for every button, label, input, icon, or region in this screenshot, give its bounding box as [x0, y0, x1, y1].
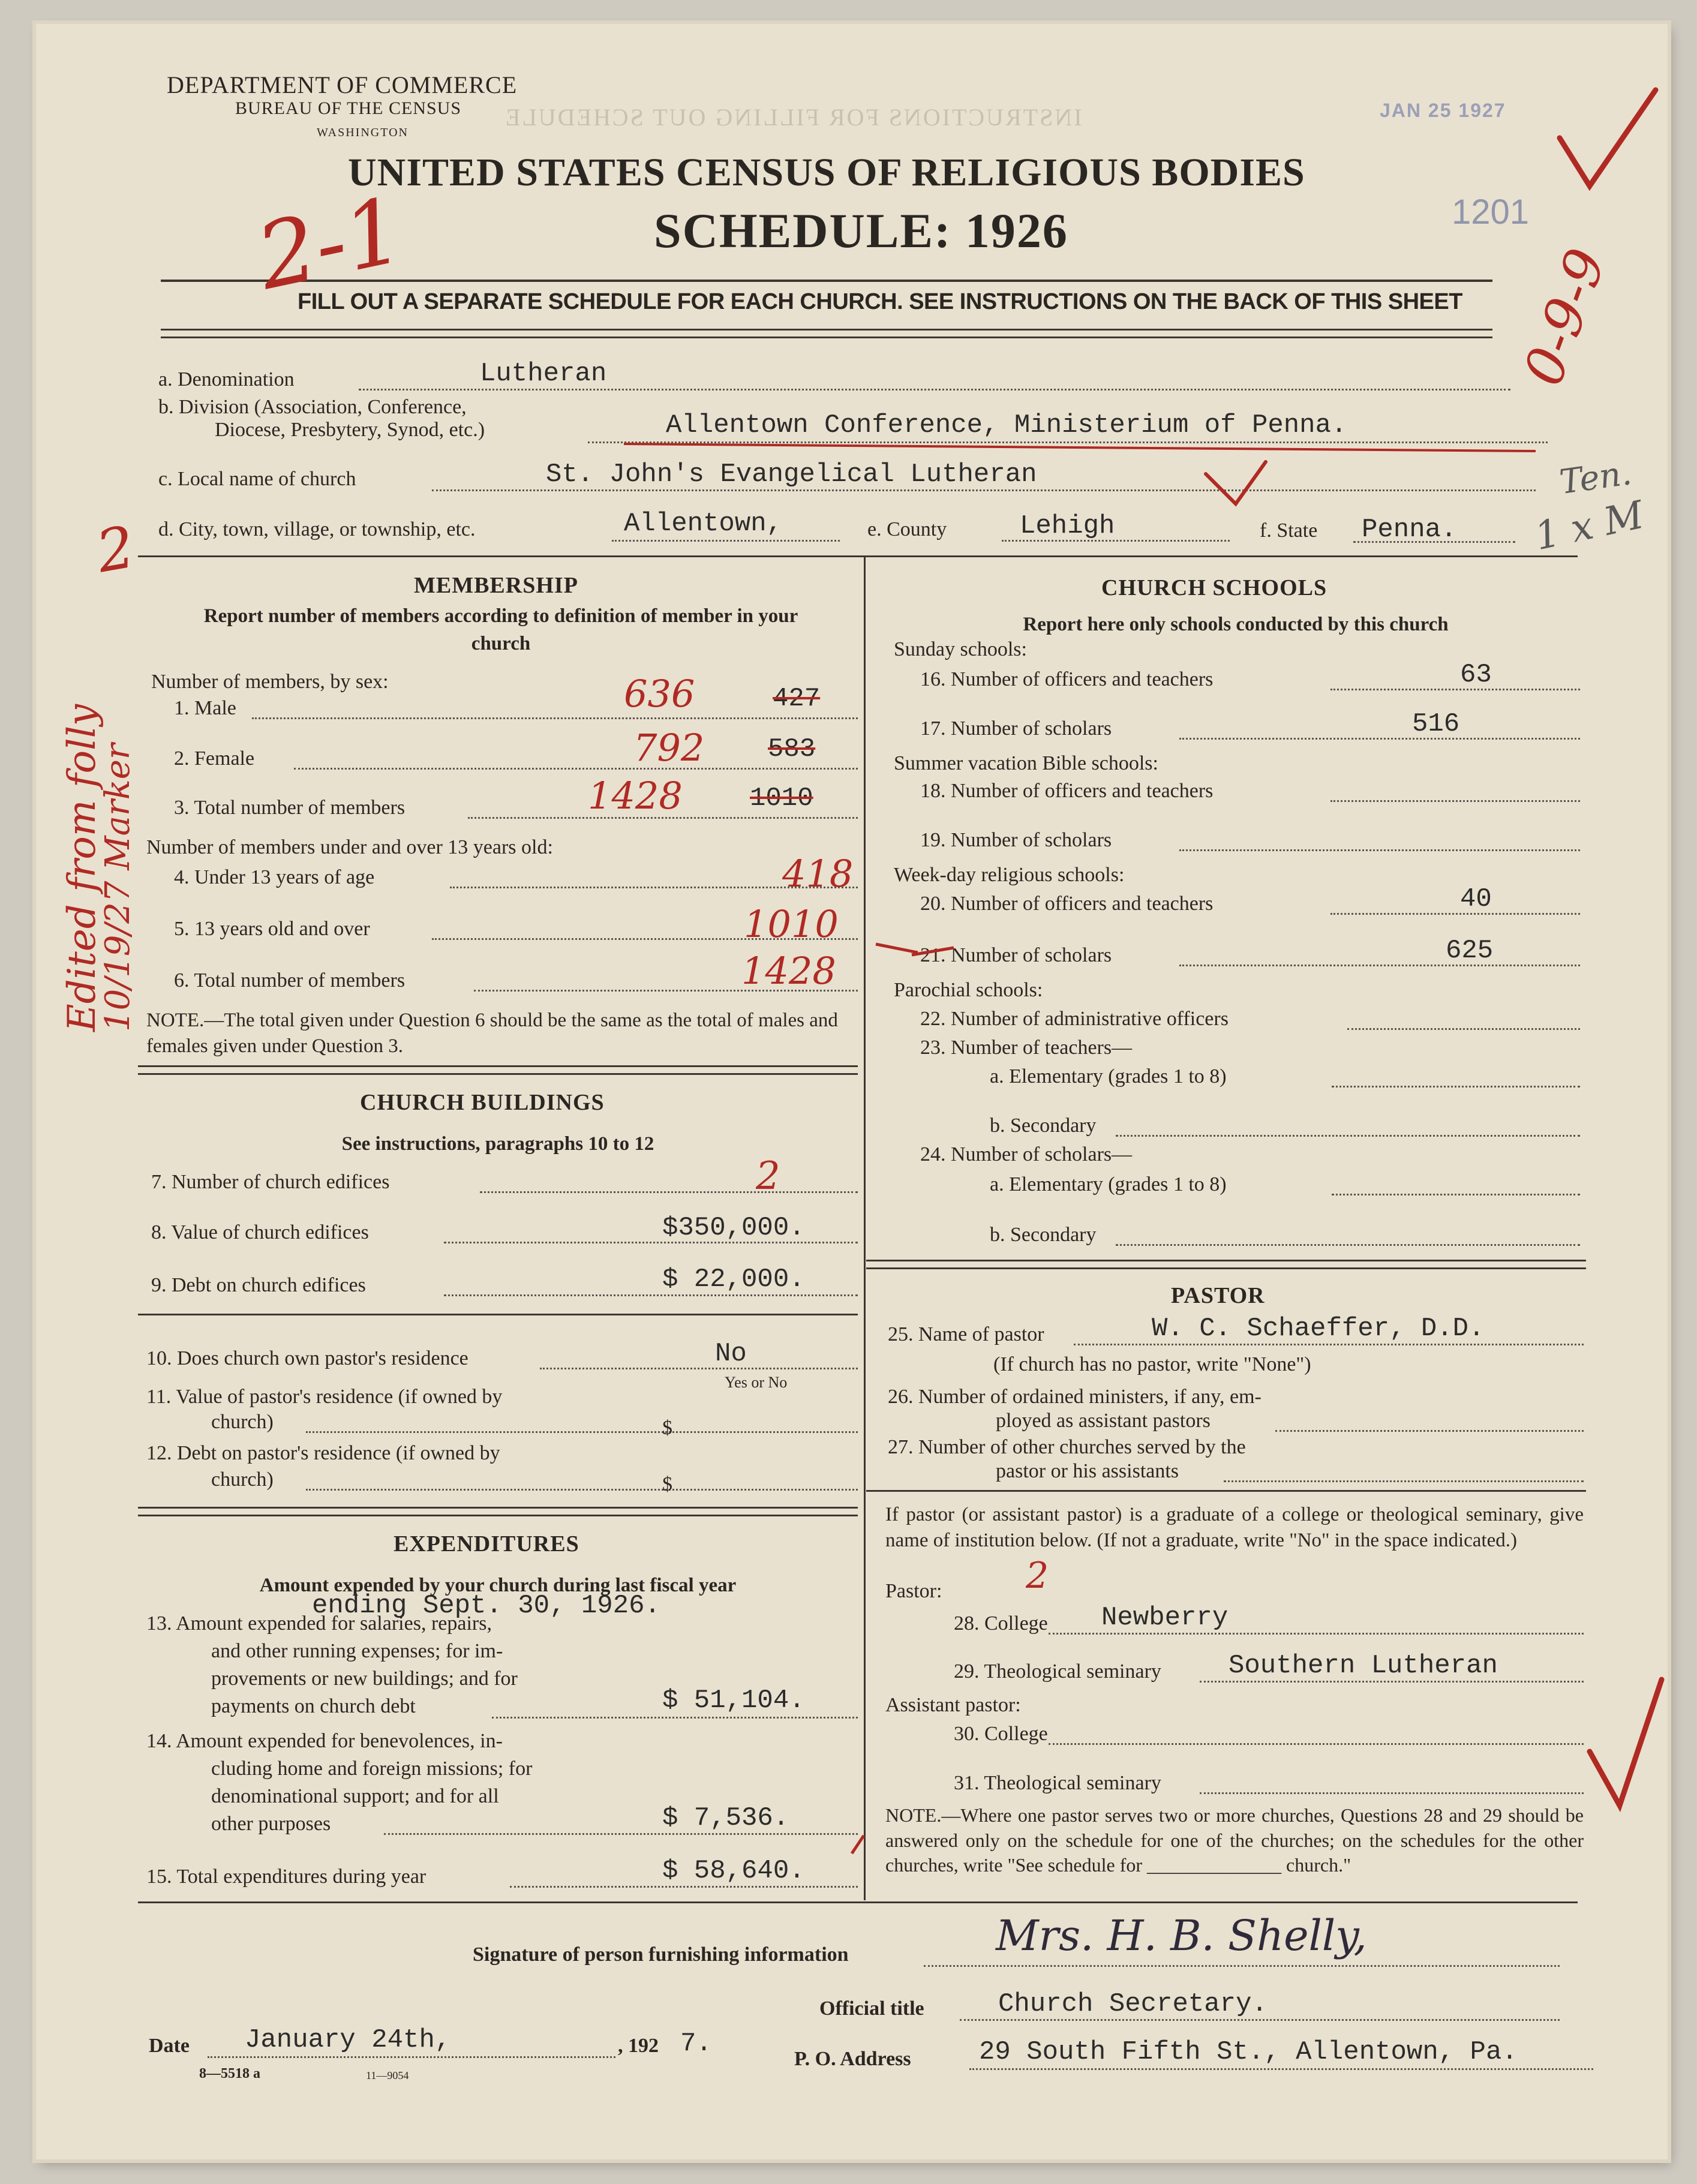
right-margin-red-code: 0-9-9 [1512, 241, 1619, 393]
total-expenditures-value: $ 58,640. [662, 1856, 805, 1886]
total-members-value: 1010 [750, 783, 813, 813]
bottom-right-check-icon [1590, 1680, 1662, 1806]
edifice-debt-label: 9. Debt on church edifices [151, 1274, 366, 1296]
other-churches-label-1: 27. Number of other churches served by the [888, 1436, 1246, 1458]
state-label: f. State [1260, 519, 1318, 542]
total-by-age-label: 6. Total number of members [174, 969, 406, 992]
edifice-value: $350,000. [662, 1213, 805, 1243]
left-margin-note-1: Edited from folly [60, 704, 104, 1032]
division-underline-icon [624, 444, 1536, 451]
top-left-red-mark: 2-1 [248, 178, 413, 311]
under-13-value: 418 [782, 852, 854, 896]
weekday-scholars-label: 21. Number of scholars [920, 944, 1112, 966]
year-prefix: , 192 [618, 2035, 659, 2057]
yes-or-no-hint: Yes or No [725, 1374, 788, 1391]
official-title-label: Official title [819, 1997, 924, 2020]
assistant-ministers-label-2: ployed as assistant pastors [996, 1410, 1211, 1432]
weekday-officers-value: 40 [1460, 884, 1492, 914]
female-value: 583 [768, 734, 816, 764]
church-name-value: St. John's Evangelical Lutheran [546, 459, 1037, 489]
running-expenses-label-2: and other running expenses; for im- [211, 1640, 503, 1662]
benevolences-label-3: denominational support; and for all [211, 1785, 499, 1807]
benevolences-label-1: 14. Amount expended for benevolences, in- [146, 1730, 503, 1752]
left-margin-note-2: 10/19/27 Marker [98, 743, 137, 1032]
denomination-value: Lutheran [480, 359, 607, 389]
scholars-label: 24. Number of scholars— [920, 1143, 1133, 1165]
sunday-schools-label: Sunday schools: [894, 638, 1027, 660]
male-corrected-value: 636 [624, 672, 695, 716]
fiscal-year-end: ending Sept. 30, 1926. [312, 1591, 660, 1621]
other-churches-label-2: pastor or his assistants [996, 1460, 1179, 1482]
year-suffix: 7. [680, 2029, 712, 2059]
bureau-name: BUREAU OF THE CENSUS [235, 98, 461, 118]
page-title: UNITED STATES CENSUS OF RELIGIOUS BODIES [348, 151, 1305, 194]
male-value: 427 [773, 684, 821, 714]
right-margin-pencil-1: Ten. [1557, 453, 1634, 503]
residence-debt-label-1: 12. Debt on pastor's residence (if owned by [146, 1442, 500, 1464]
teachers-label: 23. Number of teachers— [920, 1037, 1133, 1059]
female-corrected-value: 792 [633, 726, 705, 770]
serial-number: 1201 [1452, 193, 1530, 232]
division-label-line1: b. Division (Association, Conference, [158, 396, 467, 418]
edifice-debt: $ 22,000. [662, 1264, 805, 1294]
assistant-ministers-label-1: 26. Number of ordained ministers, if any, em- [888, 1386, 1262, 1408]
male-label: 1. Male [174, 697, 236, 719]
city-label: d. City, town, village, or township, etc. [158, 518, 476, 540]
teachers-elementary-label: a. Elementary (grades 1 to 8) [990, 1065, 1227, 1088]
right-margin-pencil-2: 1 x M [1531, 492, 1648, 560]
scholars-elementary-label: a. Elementary (grades 1 to 8) [990, 1173, 1227, 1195]
received-date-stamp: JAN 25 1927 [1380, 100, 1506, 121]
over-13-label: 5. 13 years old and over [174, 918, 370, 940]
seminary-label: 29. Theological seminary [954, 1660, 1161, 1683]
total-members-corrected-value: 1428 [588, 774, 683, 818]
schedule-title: SCHEDULE: 1926 [654, 203, 1068, 258]
residence-value-label-2: church) [211, 1411, 274, 1433]
college-value: Newberry [1101, 1603, 1229, 1633]
members-by-sex-label: Number of members, by sex: [151, 671, 389, 693]
over-13-value: 1010 [744, 902, 839, 946]
admin-officers-label: 22. Number of administrative officers [920, 1008, 1229, 1030]
pastor-name-label: 25. Name of pastor [888, 1323, 1044, 1345]
summer-schools-label: Summer vacation Bible schools: [894, 752, 1158, 774]
membership-heading: MEMBERSHIP [414, 573, 578, 598]
running-expenses-label-1: 13. Amount expended for salaries, repairs, [146, 1612, 492, 1635]
signature-label: Signature of person furnishing information [473, 1943, 849, 1966]
summer-scholars-label: 19. Number of scholars [920, 829, 1112, 851]
pastor-note: NOTE.—Where one pastor serves two or more churches, Questions 28 and 29 should be answered only on the schedule for one of the churches; on the schedules for the other churches, write "See schedule for ______________ church." [885, 1804, 1584, 1876]
reverse-side-heading: INSTRUCTIONS FOR FILLING OUT SCHEDULE [504, 104, 1082, 131]
print-number: 11—9054 [366, 2069, 409, 2081]
benevolences-label-4: other purposes [211, 1813, 331, 1835]
city-value: Allentown, [624, 509, 783, 539]
county-value: Lehigh [1020, 511, 1115, 541]
membership-note: NOTE.—The total given under Question 6 should be the same as the total of males and females given under Question 3. [146, 1010, 838, 1057]
schedule-instruction: FILL OUT A SEPARATE SCHEDULE FOR EACH CHURCH. SEE INSTRUCTIONS ON THE BACK OF THIS SHEET [298, 289, 1462, 314]
pastor-name-value: W. C. Schaeffer, D.D. [1152, 1314, 1485, 1344]
seminary-value: Southern Lutheran [1229, 1651, 1498, 1681]
pastor-heading: PASTOR [1171, 1283, 1265, 1308]
weekday-schools-label: Week-day religious schools: [894, 864, 1125, 886]
expenditures-instruction: Amount expended by your church during last fiscal year [259, 1575, 737, 1596]
edifice-value-label: 8. Value of church edifices [151, 1221, 369, 1243]
church-name-label: c. Local name of church [158, 468, 356, 490]
expenditures-heading: EXPENDITURES [394, 1531, 579, 1557]
city-name: WASHINGTON [317, 126, 409, 139]
female-label: 2. Female [174, 747, 255, 770]
state-value: Penna. [1362, 515, 1457, 545]
schools-instruction: Report here only schools conducted by this church [1023, 614, 1449, 635]
edifices-label: 7. Number of church edifices [151, 1171, 390, 1193]
owns-residence-label: 10. Does church own pastor's residence [146, 1347, 468, 1369]
weekday-scholars-value: 625 [1446, 936, 1494, 966]
assistant-education-label: Assistant pastor: [885, 1694, 1021, 1716]
schools-heading: CHURCH SCHOOLS [1101, 575, 1327, 600]
official-title-value: Church Secretary. [998, 1989, 1268, 2019]
running-expenses-label-3: provements or new buildings; and for [211, 1668, 518, 1690]
assistant-college-label: 30. College [954, 1723, 1048, 1745]
total-expenditures-label: 15. Total expenditures during year [146, 1865, 426, 1888]
total-members-label: 3. Total number of members [174, 797, 406, 819]
weekday-officers-label: 20. Number of officers and teachers [920, 893, 1214, 915]
residence-debt-label-2: church) [211, 1468, 274, 1491]
date-value: January 24th, [245, 2025, 451, 2055]
parochial-schools-label: Parochial schools: [894, 979, 1043, 1001]
members-by-age-label: Number of members under and over 13 years old: [146, 836, 553, 858]
scholars-secondary-label: b. Secondary [990, 1224, 1097, 1246]
buildings-instruction: See instructions, paragraphs 10 to 12 [341, 1133, 654, 1155]
address-label: P. O. Address [794, 2048, 911, 2070]
left-margin-number: 2 [91, 513, 140, 586]
pastor-education-label: Pastor: [885, 1580, 942, 1602]
residence-value-label-1: 11. Value of pastor's residence (if owned by [146, 1386, 503, 1408]
running-expenses-label-4: payments on church debt [211, 1695, 416, 1717]
college-red-mark: 2 [1026, 1555, 1049, 1597]
buildings-heading: CHURCH BUILDINGS [360, 1090, 605, 1115]
running-expenses-value: $ 51,104. [662, 1686, 805, 1716]
top-right-check-icon [1560, 90, 1656, 186]
department-name: DEPARTMENT OF COMMERCE [167, 71, 518, 98]
county-label: e. County [867, 518, 947, 540]
membership-instruction: Report number of members according to definition of member in your church [203, 605, 798, 655]
expenditure-tick-icon [852, 1835, 864, 1853]
benevolences-label-2: cluding home and foreign missions; for [211, 1758, 533, 1780]
total-by-age-arrow-icon [912, 948, 954, 955]
summer-officers-label: 18. Number of officers and teachers [920, 780, 1214, 802]
church-name-check-icon [1206, 462, 1266, 504]
date-label: Date [149, 2035, 190, 2057]
teachers-secondary-label: b. Secondary [990, 1114, 1097, 1137]
benevolences-value: $ 7,536. [662, 1803, 789, 1833]
address-value: 29 South Fifth St., Allentown, Pa. [979, 2037, 1518, 2067]
division-label-line2: Diocese, Presbytery, Synod, etc.) [215, 419, 485, 441]
residence-value-dollar: $ [662, 1417, 672, 1439]
assistant-seminary-label: 31. Theological seminary [954, 1772, 1161, 1794]
college-label: 28. College [954, 1612, 1048, 1635]
graduate-note: If pastor (or assistant pastor) is a graduate of a college or theological seminary, give name of institution below. (If not a graduate, write "No" in the space indicated.) [885, 1504, 1584, 1551]
residence-debt-dollar: $ [662, 1473, 672, 1495]
signature-value: Mrs. H. B. Shelly, [996, 1911, 1367, 1960]
sunday-scholars-value: 516 [1412, 709, 1460, 739]
under-13-label: 4. Under 13 years of age [174, 866, 375, 888]
total-by-age-value: 1428 [741, 949, 836, 993]
pastor-name-hint: (If church has no pastor, write "None") [993, 1353, 1311, 1375]
sunday-scholars-label: 17. Number of scholars [920, 717, 1112, 740]
sunday-officers-value: 63 [1460, 660, 1492, 690]
total-members-arrow-icon [876, 944, 918, 953]
form-number: 8—5518 a [199, 2066, 260, 2081]
division-value: Allentown Conference, Ministerium of Penna. [666, 410, 1347, 440]
sunday-officers-label: 16. Number of officers and teachers [920, 668, 1214, 690]
owns-residence-value: No [715, 1339, 747, 1369]
denomination-label: a. Denomination [158, 368, 295, 390]
edifices-value: 2 [756, 1154, 780, 1198]
